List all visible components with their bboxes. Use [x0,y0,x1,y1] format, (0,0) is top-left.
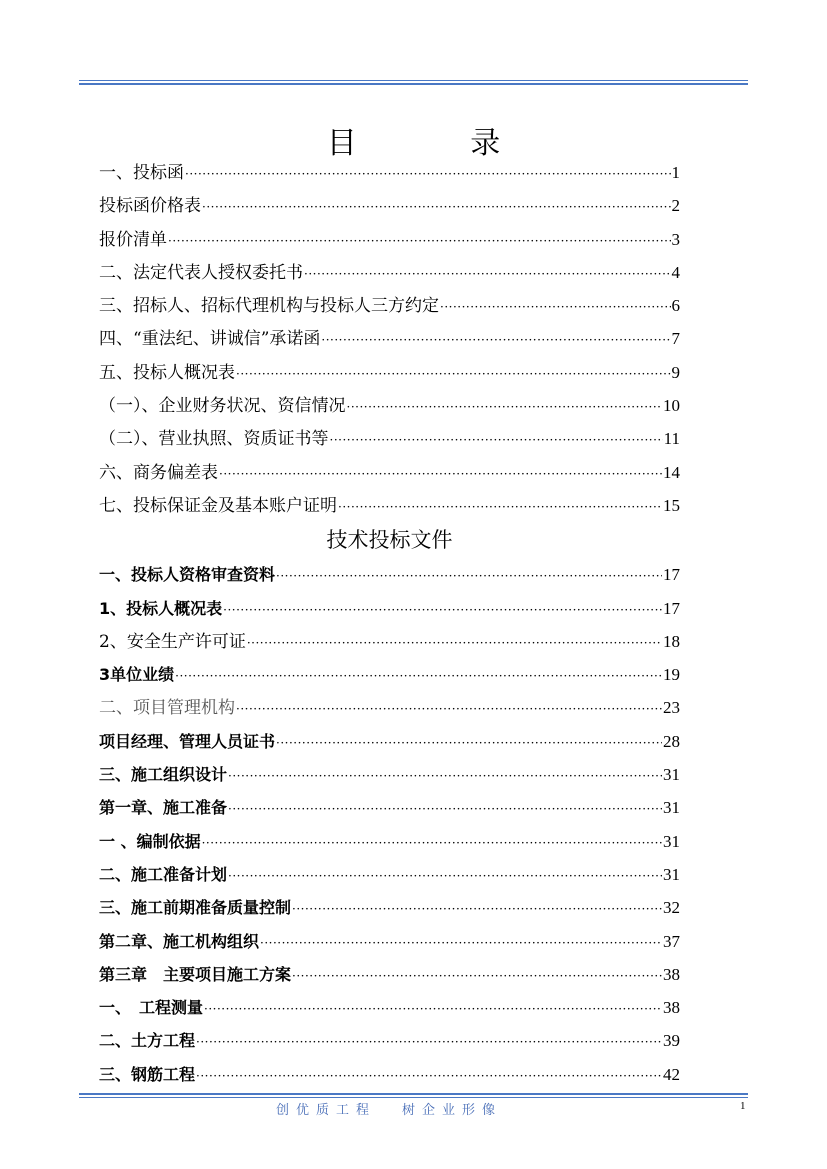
toc-entry-title: （二）、营业执照、资质证书等 [99,429,329,450]
toc-leader-dots [202,191,671,224]
toc-leader-dots [228,860,662,893]
toc-leader-dots [260,927,662,960]
toc-entry[interactable] [99,289,680,322]
toc-entry-page: 3 [671,229,680,249]
toc-entry[interactable] [99,189,680,222]
toc-entry[interactable] [99,558,680,591]
toc-entry-page: 31 [663,765,680,785]
toc-entry-title: 1、投标人概况表 [99,598,223,618]
toc-entry-title: 三、钢筋工程 [99,1064,196,1084]
toc-entry-page: 17 [663,598,680,618]
toc-entry-title: 四、“重法纪、讲诚信”承诺函 [99,329,321,350]
toc-leader-dots [247,627,662,660]
toc-entry[interactable] [99,1024,680,1057]
toc-entry[interactable] [99,991,680,1024]
toc-entry-page: 19 [663,665,680,685]
toc-entry-title: 三、招标人、招标代理机构与投标人三方约定 [99,296,439,317]
toc-entry-title: 一、 工程测量 [99,998,204,1018]
toc-entry-page: 6 [671,296,680,316]
toc-entry-title: 二、土方工程 [99,1031,196,1051]
toc-entry-page: 23 [663,698,680,718]
toc-entry-title: 二、施工准备计划 [99,864,228,884]
header-rule [79,80,748,85]
toc-entry-page: 17 [663,565,680,585]
toc-leader-dots [185,158,671,191]
toc-entry-page: 14 [663,462,680,482]
toc-entry-title: 六、商务偏差表 [99,462,218,483]
toc-entry-title: 投标函价格表 [99,196,201,217]
toc-entry-title: 3单位业绩 [99,665,175,685]
toc-leader-dots [168,225,671,258]
toc-entry-page: 31 [663,798,680,818]
footer-slogan-right: 树企业形像 [402,1103,503,1118]
footer-slogan [276,1099,502,1118]
table-of-contents [99,156,680,1091]
toc-leader-dots [228,793,662,826]
toc-entry-title: 五、投标人概况表 [99,362,235,383]
toc-leader-dots [330,424,663,457]
toc-entry[interactable] [99,489,680,522]
toc-entry-page: 18 [663,631,680,651]
toc-leader-dots [202,827,662,860]
toc-entry[interactable] [99,1058,680,1091]
toc-entry-title: 第二章、施工机构组织 [99,931,260,951]
toc-entry-page: 38 [663,998,680,1018]
toc-entry-page: 38 [663,964,680,984]
toc-entry-page: 31 [663,864,680,884]
toc-entry-title: 二、法定代表人授权委托书 [99,262,303,283]
toc-entry-page: 1 [671,163,680,182]
toc-leader-dots [321,324,670,357]
toc-leader-dots [304,258,671,291]
toc-leader-dots [292,893,662,926]
footer-slogan-left: 创优质工程 [276,1103,377,1118]
toc-entry[interactable] [99,891,680,924]
toc-entry-page: 7 [671,329,680,349]
toc-leader-dots [219,458,662,491]
toc-entry[interactable] [99,156,680,189]
toc-entry[interactable] [99,422,680,455]
toc-entry[interactable] [99,625,680,658]
toc-entry[interactable] [99,223,680,256]
toc-leader-dots [440,291,671,324]
toc-entry-page: 28 [663,731,680,751]
toc-leader-dots [175,660,662,693]
page-number: 1 [740,1100,746,1112]
toc-entry-page: 31 [663,831,680,851]
toc-entry[interactable] [99,322,680,355]
toc-entry[interactable] [99,256,680,289]
toc-leader-dots [236,358,671,391]
toc-entry[interactable] [99,758,680,791]
toc-leader-dots [204,993,662,1026]
toc-entry-page: 32 [663,898,680,918]
toc-entry-page: 4 [671,262,680,282]
toc-entry-title: 三、施工组织设计 [99,765,228,785]
toc-entry-page: 15 [663,495,680,515]
toc-entry[interactable] [99,958,680,991]
toc-entry-title: 一、投标函 [99,163,184,183]
toc-leader-dots [236,693,662,726]
toc-entry-title: 七、投标保证金及基本账户证明 [99,495,337,516]
toc-entry-title: 第一章、施工准备 [99,798,228,818]
toc-leader-dots [228,760,662,793]
toc-entry-page: 11 [663,429,680,449]
toc-entry-title: 报价清单 [99,229,167,250]
toc-entry-title: （一）、企业财务状况、资信情况 [99,396,346,417]
toc-entry[interactable] [99,925,680,958]
toc-entry[interactable] [99,658,680,691]
toc-entry[interactable] [99,825,680,858]
page-title: 目 录 [326,126,553,161]
footer-rule [79,1093,748,1098]
toc-entry[interactable] [99,858,680,891]
toc-leader-dots [276,727,662,760]
toc-entry-title: 二、项目管理机构 [99,698,235,719]
toc-entry-title: 一 、编制依据 [99,831,201,851]
toc-entry[interactable] [99,691,680,724]
toc-entry-page: 37 [663,931,680,951]
toc-entry[interactable] [99,456,680,489]
toc-entry[interactable] [99,725,680,758]
toc-entry-page: 10 [663,396,680,416]
toc-entry[interactable] [99,356,680,389]
toc-entry[interactable] [99,592,680,625]
toc-entry-page: 42 [663,1064,680,1084]
toc-leader-dots [196,1060,662,1093]
toc-entry[interactable] [99,389,680,422]
section-heading: 技术投标文件 [326,528,453,553]
toc-entry[interactable] [99,791,680,824]
toc-leader-dots [292,960,662,993]
toc-entry-title: 2、安全生产许可证 [99,631,246,652]
toc-entry-title: 项目经理、管理人员证书 [99,731,276,751]
toc-entry-title: 第三章 主要项目施工方案 [99,964,292,984]
toc-entry-page: 2 [671,196,680,216]
toc-leader-dots [223,594,662,627]
toc-entry-title: 一、投标人资格审查资料 [99,565,276,585]
toc-leader-dots [347,391,663,424]
toc-entry-page: 39 [663,1031,680,1051]
toc-leader-dots [196,1026,662,1059]
toc-leader-dots [338,491,662,524]
toc-entry-title: 三、施工前期准备质量控制 [99,898,292,918]
toc-leader-dots [276,560,662,593]
toc-entry-page: 9 [671,362,680,382]
